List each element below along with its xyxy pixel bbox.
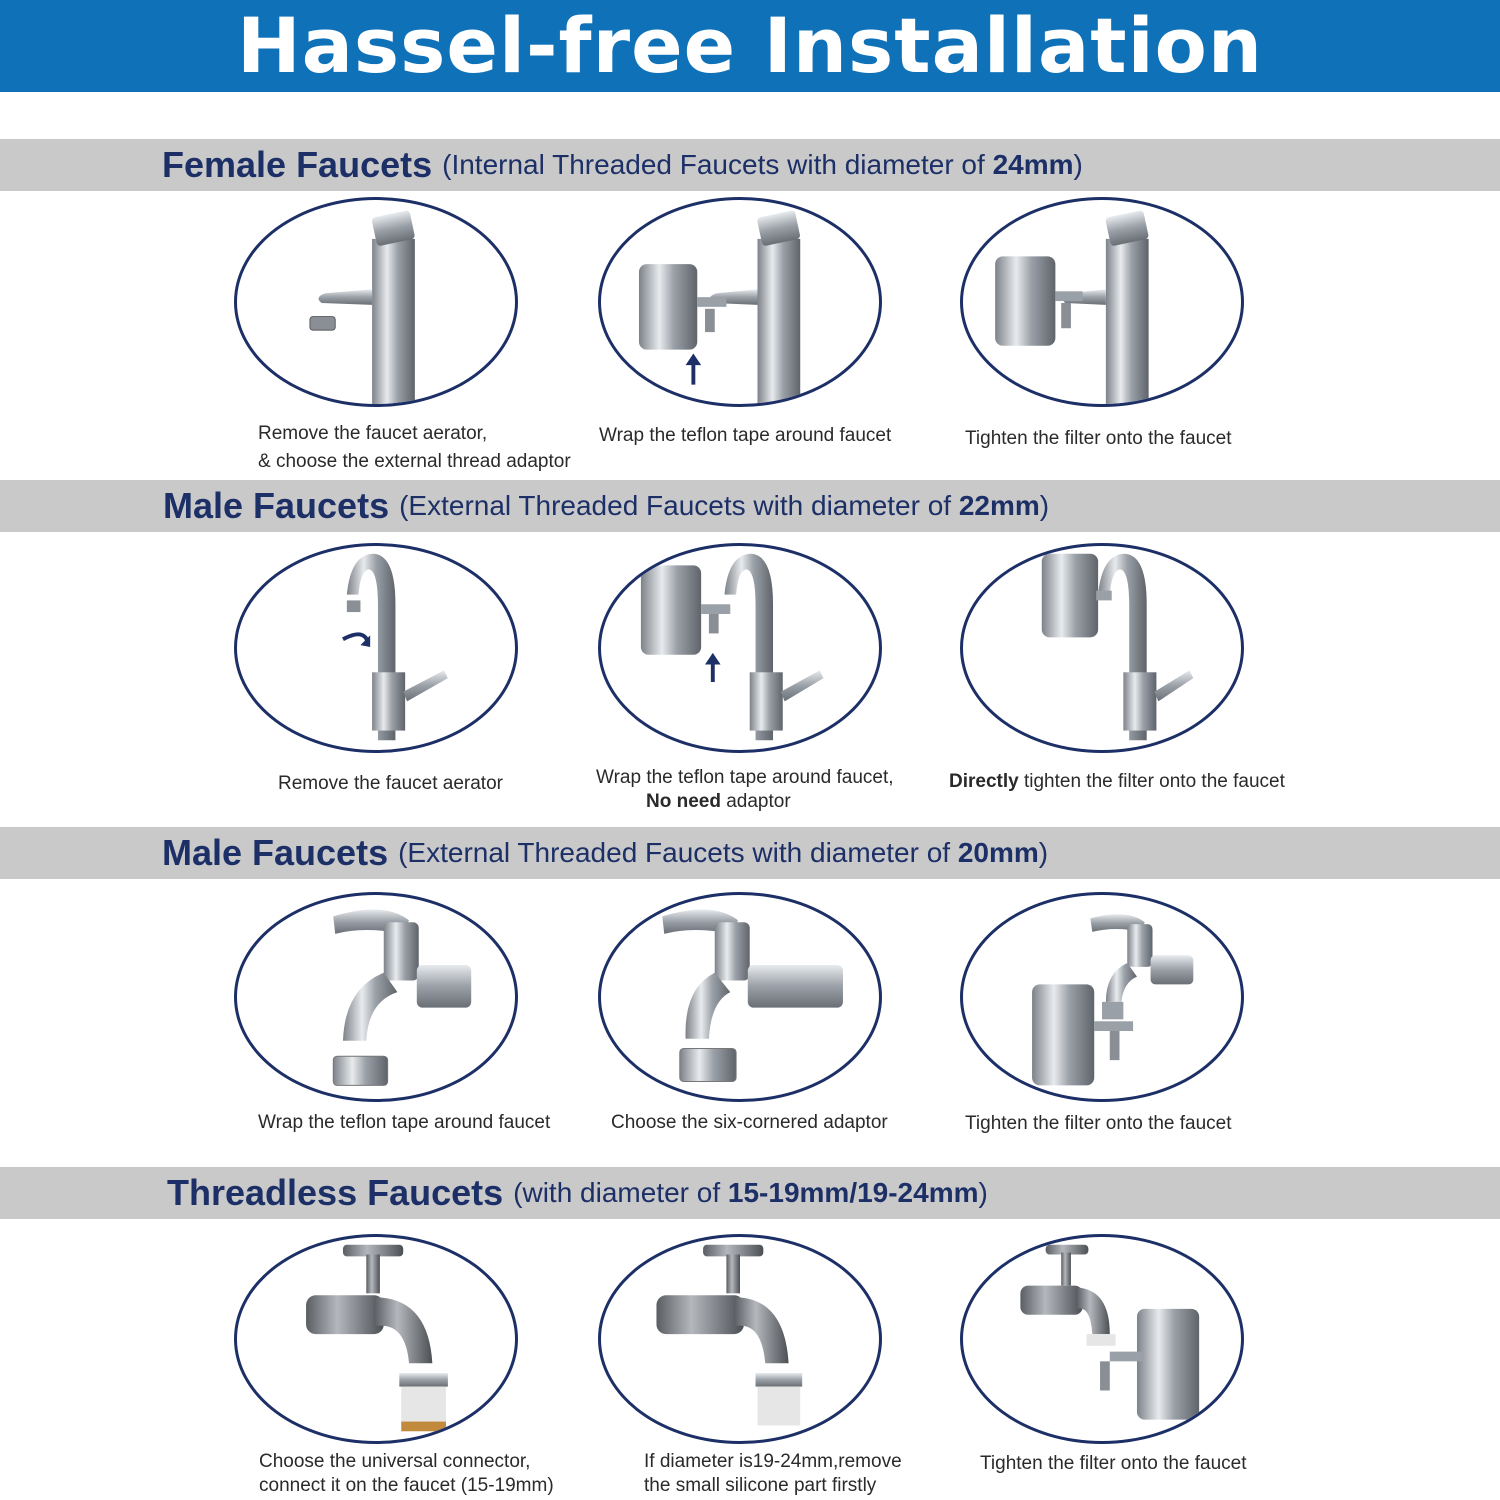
step-illustration-wrap-tape <box>598 543 882 753</box>
section-header-male-20mm <box>0 827 1500 879</box>
water-filter-icon <box>639 264 726 349</box>
wall-tap-icon <box>237 895 515 1099</box>
section-heading: Male Faucets <box>162 832 389 873</box>
step-illustration-remove-silicone <box>598 1234 882 1444</box>
step-caption: Tighten the filter onto the faucet <box>965 1113 1232 1134</box>
step-illustration-wrap-tape <box>598 197 882 407</box>
up-arrow-icon <box>686 353 702 384</box>
step-illustration-remove-aerator <box>234 197 518 407</box>
aerator-icon <box>310 317 335 331</box>
section-detail: (External Threaded Faucets with diameter of 20mm) <box>398 837 1049 868</box>
step-illustration-wrap-tape <box>234 892 518 1102</box>
section-detail: (External Threaded Faucets with diameter of 22mm) <box>399 490 1050 521</box>
curved-arrow-icon <box>343 634 370 647</box>
step-caption: Directly tighten the filter onto the faucet <box>949 771 1285 792</box>
section-detail: (Internal Threaded Faucets with diameter of 24mm) <box>442 149 1083 180</box>
universal-connector-icon <box>756 1373 803 1425</box>
section-header-threadless <box>0 1167 1500 1219</box>
step-caption: Tighten the filter onto the faucet <box>980 1453 1247 1474</box>
step-caption: If diameter is19-24mm,remove the small silicone part firstly <box>644 1451 902 1496</box>
section-header-female <box>0 139 1500 191</box>
wall-tap-icon <box>601 895 879 1099</box>
adaptor-icon <box>333 1056 387 1085</box>
step-caption: Wrap the teflon tape around faucet <box>599 425 892 446</box>
threadless-tap-icon <box>237 1237 515 1441</box>
basin-faucet-icon <box>1063 210 1149 404</box>
gooseneck-faucet-icon <box>237 546 515 750</box>
basin-faucet-icon <box>710 210 801 404</box>
section-heading: Male Faucets <box>163 485 390 526</box>
step-illustration-remove-aerator <box>234 543 518 753</box>
step-illustration-tighten-filter <box>960 892 1244 1102</box>
gooseneck-faucet-icon <box>724 554 823 741</box>
step-caption: Tighten the filter onto the faucet <box>965 428 1232 449</box>
up-arrow-icon <box>705 653 721 682</box>
step-illustration-tighten-filter <box>960 197 1244 407</box>
gooseneck-faucet-icon <box>1098 554 1193 741</box>
step-caption: Choose the six-cornered adaptor <box>611 1112 888 1133</box>
step-caption: Wrap the teflon tape around faucet <box>258 1112 551 1133</box>
step-illustration-universal-connector <box>234 1234 518 1444</box>
page-title: Hassel-free Installation <box>237 1 1263 90</box>
universal-connector-icon <box>399 1373 448 1431</box>
step-illustration-tighten-filter <box>960 1234 1244 1444</box>
title-banner <box>0 0 1500 92</box>
step-caption: Remove the faucet aerator <box>278 773 503 794</box>
adaptor-icon <box>680 1048 736 1081</box>
basin-faucet-icon <box>237 200 515 404</box>
section-heading: Female Faucets <box>162 144 433 185</box>
section-header-male-22mm <box>0 480 1500 532</box>
step-illustration-tighten-filter <box>960 543 1244 753</box>
step-caption: Wrap the teflon tape around faucet, No need adaptor <box>596 767 894 812</box>
step-caption: Remove the faucet aerator, & choose the external thread adaptor <box>258 423 571 472</box>
threadless-tap-icon <box>601 1237 879 1441</box>
water-filter-icon <box>641 565 730 654</box>
wall-tap-icon <box>1090 914 1193 1002</box>
water-filter-icon <box>1042 554 1112 638</box>
aerator-icon <box>347 600 361 612</box>
section-heading: Threadless Faucets <box>167 1172 504 1213</box>
step-illustration-six-cornered-adaptor <box>598 892 882 1102</box>
step-caption: Choose the universal connector, connect it on the faucet (15-19mm) <box>259 1451 554 1496</box>
water-filter-icon <box>995 256 1082 345</box>
section-detail: (with diameter of 15-19mm/19-24mm) <box>513 1177 988 1208</box>
threadless-tap-icon <box>1020 1245 1109 1334</box>
